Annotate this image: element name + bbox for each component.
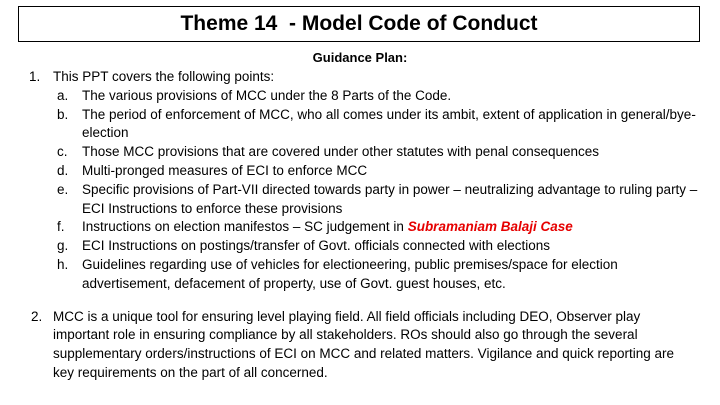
- list-item: [0, 87, 720, 106]
- item-text: Specific provisions of Part-VII directed towards party in power – neutralizing advantage to ruling party – ECI Instructions to enforce these provisions: [82, 181, 698, 216]
- item-marker: a.: [57, 87, 69, 103]
- point-1-sublist: [0, 87, 720, 294]
- slide-title: Theme 14 - Model Code of Conduct: [18, 6, 700, 42]
- item-marker: d.: [57, 162, 69, 178]
- list-item: [0, 106, 720, 144]
- point-1-text: This PPT covers the following points:: [53, 69, 275, 84]
- point-1: [0, 68, 720, 87]
- item-marker: g.: [57, 238, 69, 254]
- case-name-highlight: Subramaniam Balaji Case: [407, 219, 573, 235]
- list-item: [0, 237, 720, 256]
- item-marker: e.: [57, 181, 69, 197]
- item-text: Instructions on election manifestos – SC judgement in: [82, 219, 408, 235]
- item-marker: f.: [57, 219, 65, 235]
- item-text: Guidelines regarding use of vehicles for electioneering, public premises/space for election advertisement, defacement of property, use of Govt. guest houses, etc.: [82, 256, 618, 291]
- list-item: [0, 256, 720, 294]
- slide-content: [0, 68, 720, 383]
- item-text: ECI Instructions on postings/transfer of Govt. officials connected with elections: [82, 238, 550, 254]
- item-marker: h.: [57, 256, 69, 272]
- spacer: [0, 294, 720, 308]
- list-item: [0, 143, 720, 162]
- list-item: [0, 162, 720, 181]
- point-1-marker: 1.: [29, 69, 41, 84]
- point-2: [0, 308, 720, 383]
- point-2-marker: 2.: [31, 308, 43, 324]
- item-marker: c.: [57, 144, 68, 160]
- item-text: The various provisions of MCC under the 8 Parts of the Code.: [82, 87, 452, 103]
- item-marker: b.: [57, 106, 69, 122]
- point-2-text: MCC is a unique tool for ensuring level playing field. All field officials including DEO, Observer play important role in ensuring compliance by all stakeholders. ROs should also go through the several supplementary orders/instructions of ECI on MCC and related matters. Vigilance and quick reporting are key requirements on the part of all concerned.: [53, 308, 675, 380]
- list-item: [0, 218, 720, 237]
- guidance-plan-heading: Guidance Plan:: [312, 50, 408, 65]
- list-item: [0, 181, 720, 219]
- item-text: Those MCC provisions that are covered under other statutes with penal consequences: [82, 144, 600, 160]
- item-text: The period of enforcement of MCC, who all comes under its ambit, extent of application in general/bye-election: [82, 106, 696, 141]
- item-text: Multi-pronged measures of ECI to enforce MCC: [82, 162, 368, 178]
